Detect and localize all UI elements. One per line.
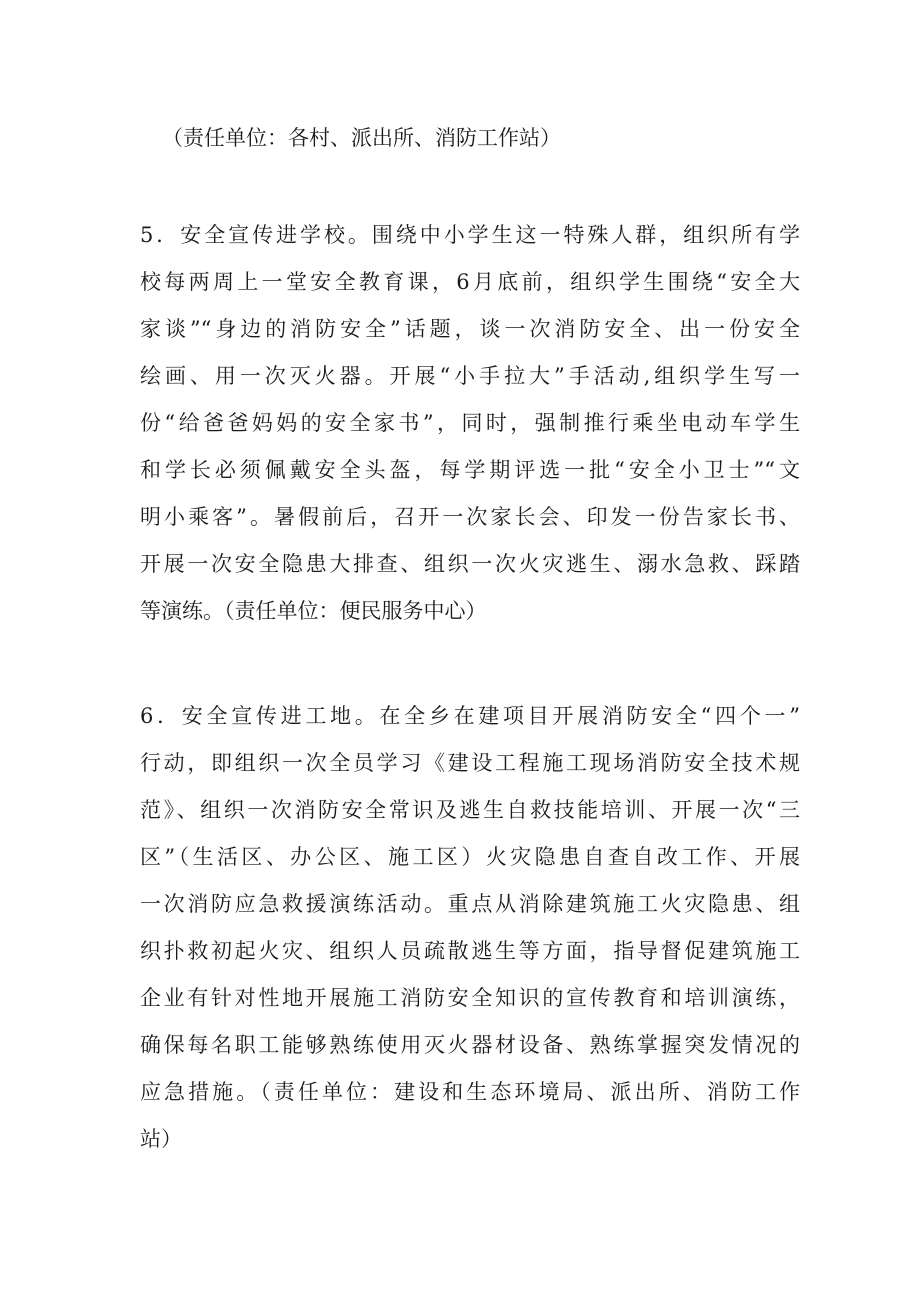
section-6-line-8: 确保每名职工能够熟练使用灭火器材设备、熟练掌握突发情况的 bbox=[140, 1033, 800, 1057]
section-6-line-10: 站） bbox=[140, 1127, 182, 1151]
section-5-line-8: 开展一次安全隐患大排查、组织一次火灾逃生、溺水急救、踩踏 bbox=[140, 552, 800, 576]
section-5-line-7: 明小乘客”。暑假前后，召开一次家长会、印发一份告家长书、 bbox=[140, 505, 800, 529]
section-6-line-1: 6．安全宣传进工地。在全乡在建项目开展消防安全“四个一” bbox=[140, 704, 800, 728]
section-6-line-2: 行动，即组织一次全员学习《建设工程施工现场消防安全技术规 bbox=[140, 751, 800, 775]
section-5-line-4: 绘画、用一次灭火器。开展“小手拉大”手活动,组织学生写一 bbox=[140, 364, 800, 388]
intro-responsibility-note: （责任单位：各村、派出所、消防工作站） bbox=[162, 126, 561, 150]
section-6-line-3: 范》、组织一次消防安全常识及逃生自救技能培训、开展一次“三 bbox=[140, 798, 800, 822]
section-5-line-2: 校每两周上一堂安全教育课，6月底前，组织学生围绕“安全大 bbox=[140, 270, 800, 294]
section-6-line-4: 区”（生活区、办公区、施工区）火灾隐患自查自改工作、开展 bbox=[140, 845, 800, 869]
section-5-line-3: 家谈”“身边的消防安全”话题，谈一次消防安全、出一份安全 bbox=[140, 317, 800, 341]
section-5-line-1: 5．安全宣传进学校。围绕中小学生这一特殊人群，组织所有学 bbox=[140, 223, 800, 247]
section-5-line-5: 份“给爸爸妈妈的安全家书”，同时，强制推行乘坐电动车学生 bbox=[140, 411, 800, 435]
section-6-line-9: 应急措施。（责任单位：建设和生态环境局、派出所、消防工作 bbox=[140, 1080, 800, 1104]
section-6-line-5: 一次消防应急救援演练活动。重点从消除建筑施工火灾隐患、组 bbox=[140, 892, 800, 916]
section-5-line-6: 和学长必须佩戴安全头盔，每学期评选一批“安全小卫士”“文 bbox=[140, 458, 800, 482]
section-6-line-6: 织扑救初起火灾、组织人员疏散逃生等方面，指导督促建筑施工 bbox=[140, 939, 800, 963]
section-5-line-9: 等演练。（责任单位：便民服务中心） bbox=[140, 599, 487, 623]
section-6-line-7: 企业有针对性地开展施工消防安全知识的宣传教育和培训演练， bbox=[140, 986, 800, 1010]
